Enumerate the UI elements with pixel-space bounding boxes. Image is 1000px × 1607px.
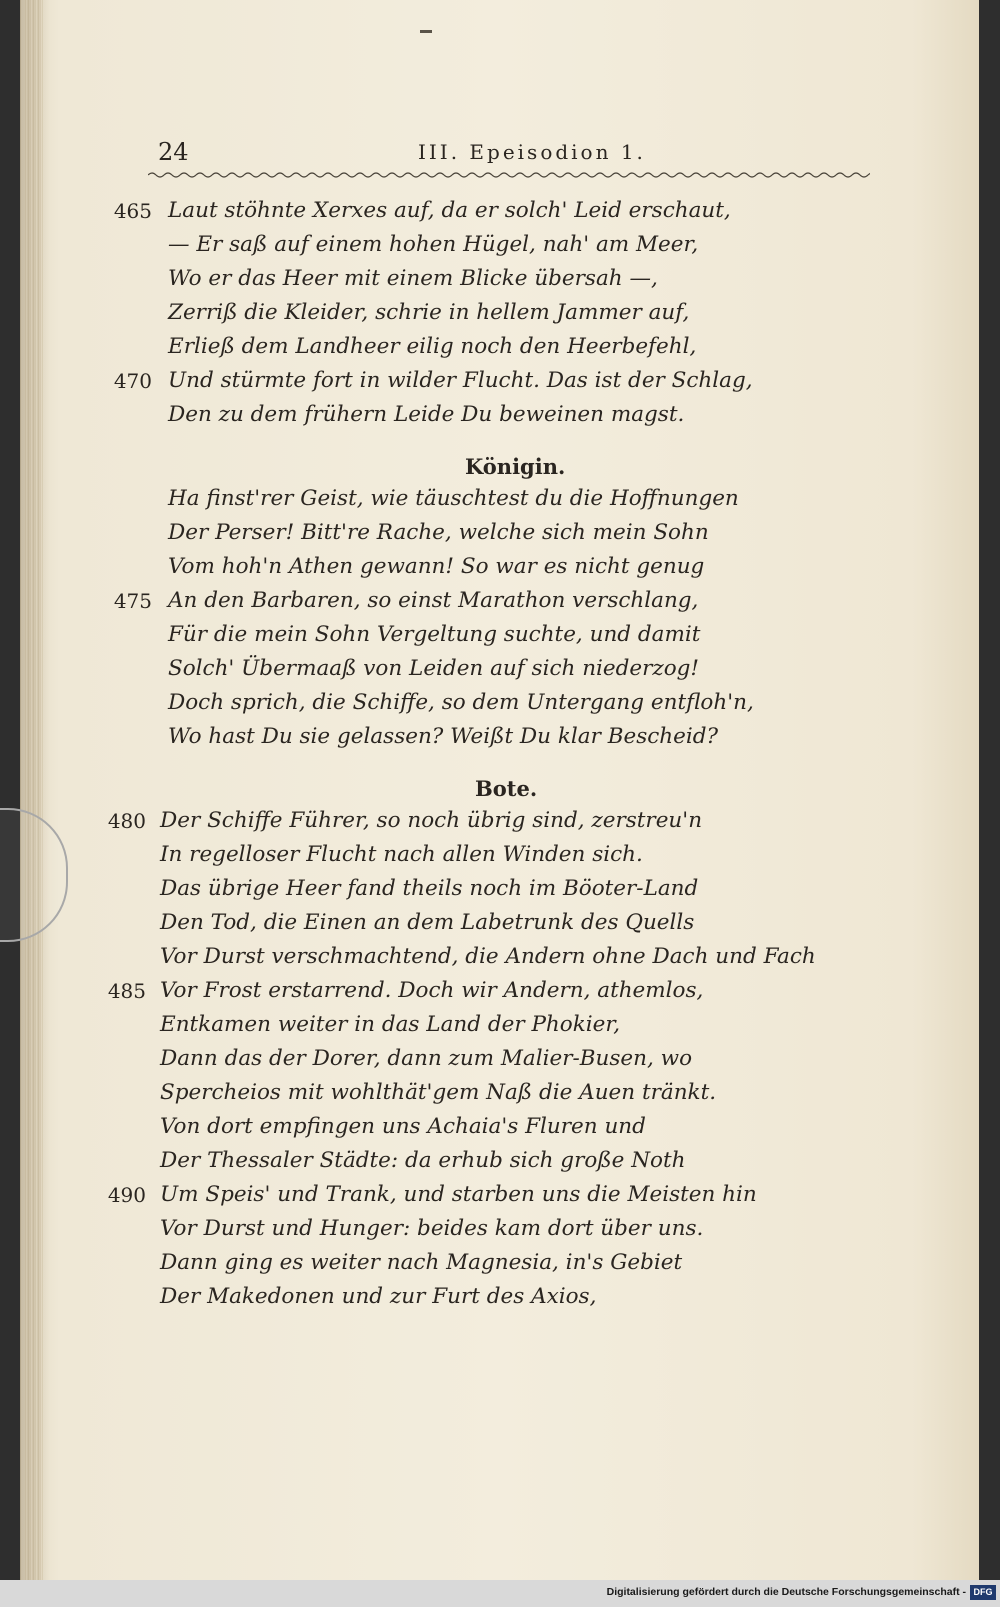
verse-line: Entkamen weiter in das Land der Phokier, bbox=[160, 1012, 621, 1037]
verse-line: An den Barbaren, so einst Marathon verschlang, bbox=[168, 588, 699, 613]
verse-line: Solch' Übermaaß von Leiden auf sich niederzog! bbox=[168, 656, 700, 681]
dfg-logo: DFG bbox=[970, 1585, 996, 1600]
page-number: 24 bbox=[158, 138, 189, 166]
line-number: 485 bbox=[107, 979, 146, 1003]
verse-line: Spercheios mit wohlthät'gem Naß die Auen tränkt. bbox=[160, 1080, 717, 1105]
header-rule bbox=[148, 170, 870, 180]
line-number: 475 bbox=[113, 589, 152, 613]
verse-line: Zerriß die Kleider, schrie in hellem Jammer auf, bbox=[168, 300, 690, 325]
verse-line: Der Makedonen und zur Furt des Axios, bbox=[160, 1284, 597, 1309]
verse-line: Vor Durst verschmachtend, die Andern ohne Dach und Fach bbox=[160, 944, 816, 969]
verse-line: Dann ging es weiter nach Magnesia, in's Gebiet bbox=[160, 1250, 683, 1275]
digitization-footer bbox=[0, 1580, 1000, 1607]
verse-line: Vor Frost erstarrend. Doch wir Andern, athemlos, bbox=[160, 978, 704, 1003]
verse-line: Erließ dem Landheer eilig noch den Heerbefehl, bbox=[168, 334, 697, 359]
verse-line: Dann das der Dorer, dann zum Malier-Busen, wo bbox=[160, 1046, 693, 1071]
line-number: 470 bbox=[113, 369, 152, 393]
running-head: III. Epeisodion 1. bbox=[418, 140, 646, 164]
verse-line: Von dort empfingen uns Achaia's Fluren und bbox=[160, 1114, 646, 1139]
speaker-heading: Königin. bbox=[465, 454, 566, 479]
verse-line: Den zu dem frühern Leide Du beweinen magst. bbox=[168, 402, 685, 427]
verse-line: Ha finst'rer Geist, wie täuschtest du die Hoffnungen bbox=[168, 486, 739, 511]
verse-line: Der Thessaler Städte: da erhub sich große Noth bbox=[160, 1148, 686, 1173]
line-number: 465 bbox=[113, 199, 152, 223]
verse-line: Laut stöhnte Xerxes auf, da er solch' Leid erschaut, bbox=[168, 198, 731, 223]
line-number: 480 bbox=[107, 809, 146, 833]
verse-line: Den Tod, die Einen an dem Labetrunk des Quells bbox=[160, 910, 695, 935]
footer-credit: Digitalisierung gefördert durch die Deutsche Forschungsgemeinschaft - bbox=[606, 1586, 966, 1598]
verse-line: Der Schiffe Führer, so noch übrig sind, zerstreu'n bbox=[160, 808, 703, 833]
ink-mark bbox=[420, 30, 432, 33]
verse-line: Und stürmte fort in wilder Flucht. Das ist der Schlag, bbox=[168, 368, 753, 393]
verse-line: Das übrige Heer fand theils noch im Böoter-Land bbox=[160, 876, 699, 901]
verse-line: Wo er das Heer mit einem Blicke übersah —, bbox=[168, 266, 658, 291]
verse-line: — Er saß auf einem hohen Hügel, nah' am Meer, bbox=[168, 232, 699, 257]
verse-line: Doch sprich, die Schiffe, so dem Untergang entfloh'n, bbox=[168, 690, 754, 715]
verse-line: Wo hast Du sie gelassen? Weißt Du klar Bescheid? bbox=[168, 724, 719, 749]
verse-line: Vom hoh'n Athen gewann! So war es nicht genug bbox=[168, 554, 705, 579]
line-number: 490 bbox=[107, 1183, 146, 1207]
verse-line: Der Perser! Bitt're Rache, welche sich mein Sohn bbox=[168, 520, 709, 545]
verse-line: Um Speis' und Trank, und starben uns die Meisten hin bbox=[160, 1182, 757, 1207]
verse-line: In regelloser Flucht nach allen Winden sich. bbox=[160, 842, 643, 867]
speaker-heading: Bote. bbox=[475, 776, 538, 801]
verse-line: Für die mein Sohn Vergeltung suchte, und damit bbox=[168, 622, 701, 647]
verse-line: Vor Durst und Hunger: beides kam dort über uns. bbox=[160, 1216, 704, 1241]
